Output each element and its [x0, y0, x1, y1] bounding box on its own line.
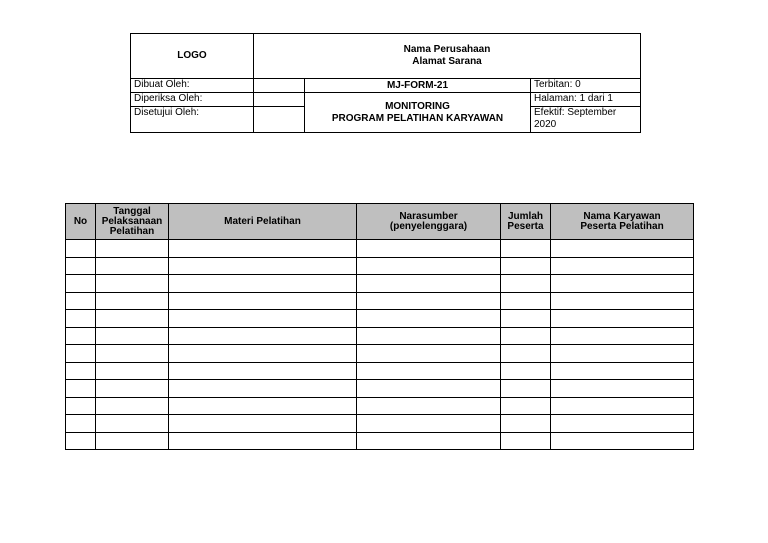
cell-speaker — [357, 345, 501, 363]
cell-material — [169, 432, 357, 450]
cell-names — [551, 292, 694, 310]
cell-speaker — [357, 432, 501, 450]
cell-names — [551, 310, 694, 328]
page-number: Halaman: 1 dari 1 — [531, 93, 641, 107]
cell-date — [96, 380, 169, 398]
cell-speaker — [357, 240, 501, 258]
cell-names — [551, 415, 694, 433]
cell-no — [66, 257, 96, 275]
cell-date — [96, 345, 169, 363]
cell-count — [501, 380, 551, 398]
table-row — [66, 327, 694, 345]
cell-material — [169, 397, 357, 415]
company-name: Nama Perusahaan — [403, 44, 491, 55]
cell-date — [96, 292, 169, 310]
table-row — [66, 397, 694, 415]
cell-speaker — [357, 292, 501, 310]
col-no-header — [66, 204, 96, 240]
col-material-header — [169, 204, 357, 240]
table-header-row — [66, 204, 694, 240]
cell-material — [169, 310, 357, 328]
cell-count — [501, 327, 551, 345]
col-names-label-2: Peserta Pelatihan — [580, 220, 664, 232]
table-row — [66, 292, 694, 310]
cell-no — [66, 292, 96, 310]
col-count-label-1: Jumlah — [507, 210, 543, 222]
cell-names — [551, 380, 694, 398]
training-monitoring-table — [65, 203, 694, 450]
cell-material — [169, 345, 357, 363]
cell-speaker — [357, 380, 501, 398]
cell-material — [169, 257, 357, 275]
table-row — [66, 275, 694, 293]
cell-material — [169, 380, 357, 398]
cell-material — [169, 327, 357, 345]
logo-placeholder — [131, 34, 254, 79]
cell-speaker — [357, 327, 501, 345]
checked-by-label: Diperiksa Oleh: — [131, 93, 254, 107]
col-date-header — [96, 204, 169, 240]
logo-text: LOGO — [177, 50, 207, 61]
cell-names — [551, 327, 694, 345]
cell-count — [501, 432, 551, 450]
cell-material — [169, 275, 357, 293]
cell-speaker — [357, 257, 501, 275]
cell-no — [66, 380, 96, 398]
table-body — [66, 240, 694, 450]
cell-names — [551, 257, 694, 275]
cell-material — [169, 362, 357, 380]
issue-number: Terbitan: 0 — [531, 79, 641, 93]
table-row — [66, 240, 694, 258]
table-row — [66, 380, 694, 398]
table-row — [66, 345, 694, 363]
cell-speaker — [357, 415, 501, 433]
cell-no — [66, 275, 96, 293]
cell-date — [96, 397, 169, 415]
cell-count — [501, 257, 551, 275]
col-speaker-label-2: (penyelenggara) — [389, 220, 468, 232]
cell-no — [66, 345, 96, 363]
cell-date — [96, 415, 169, 433]
table-row — [66, 415, 694, 433]
cell-material — [169, 415, 357, 433]
company-address: Alamat Sarana — [412, 56, 482, 67]
form-title-line1: MONITORING — [385, 100, 450, 112]
cell-date — [96, 327, 169, 345]
approved-by-value — [254, 107, 305, 133]
cell-date — [96, 310, 169, 328]
approved-by-label: Disetujui Oleh: — [131, 107, 254, 133]
cell-no — [66, 327, 96, 345]
cell-count — [501, 310, 551, 328]
col-names-label-1: Nama Karyawan — [583, 210, 661, 222]
cell-count — [501, 397, 551, 415]
cell-speaker — [357, 362, 501, 380]
effective-date: Efektif: September 2020 — [531, 107, 641, 133]
col-count-label-2: Peserta — [507, 220, 544, 232]
cell-count — [501, 240, 551, 258]
col-count-header — [501, 204, 551, 240]
cell-count — [501, 415, 551, 433]
company-info — [254, 34, 641, 79]
form-header-table — [130, 33, 641, 133]
form-code: MJ-FORM-21 — [305, 79, 531, 93]
col-speaker-header — [357, 204, 501, 240]
cell-date — [96, 257, 169, 275]
cell-date — [96, 240, 169, 258]
cell-speaker — [357, 397, 501, 415]
cell-date — [96, 432, 169, 450]
cell-names — [551, 397, 694, 415]
cell-names — [551, 275, 694, 293]
cell-date — [96, 275, 169, 293]
cell-names — [551, 240, 694, 258]
cell-count — [501, 345, 551, 363]
form-title-line2: PROGRAM PELATIHAN KARYAWAN — [331, 112, 504, 124]
col-no-label: No — [73, 215, 88, 227]
cell-material — [169, 292, 357, 310]
cell-count — [501, 362, 551, 380]
table-row — [66, 257, 694, 275]
cell-no — [66, 240, 96, 258]
cell-count — [501, 292, 551, 310]
form-title — [305, 93, 531, 133]
col-speaker-label-1: Narasumber — [399, 210, 458, 222]
cell-count — [501, 275, 551, 293]
made-by-label: Dibuat Oleh: — [131, 79, 254, 93]
cell-names — [551, 432, 694, 450]
cell-no — [66, 415, 96, 433]
table-row — [66, 432, 694, 450]
cell-no — [66, 362, 96, 380]
made-by-value — [254, 79, 305, 93]
cell-no — [66, 310, 96, 328]
col-date-label-3: Pelatihan — [109, 225, 155, 237]
col-names-header — [551, 204, 694, 240]
col-material-label: Materi Pelatihan — [224, 215, 301, 227]
checked-by-value — [254, 93, 305, 107]
cell-material — [169, 240, 357, 258]
col-date-label-1: Tanggal — [113, 205, 151, 217]
cell-no — [66, 397, 96, 415]
table-row — [66, 362, 694, 380]
cell-speaker — [357, 310, 501, 328]
col-date-label-2: Pelaksanaan — [101, 215, 163, 227]
cell-names — [551, 345, 694, 363]
cell-no — [66, 432, 96, 450]
cell-date — [96, 362, 169, 380]
cell-speaker — [357, 275, 501, 293]
table-row — [66, 310, 694, 328]
cell-names — [551, 362, 694, 380]
